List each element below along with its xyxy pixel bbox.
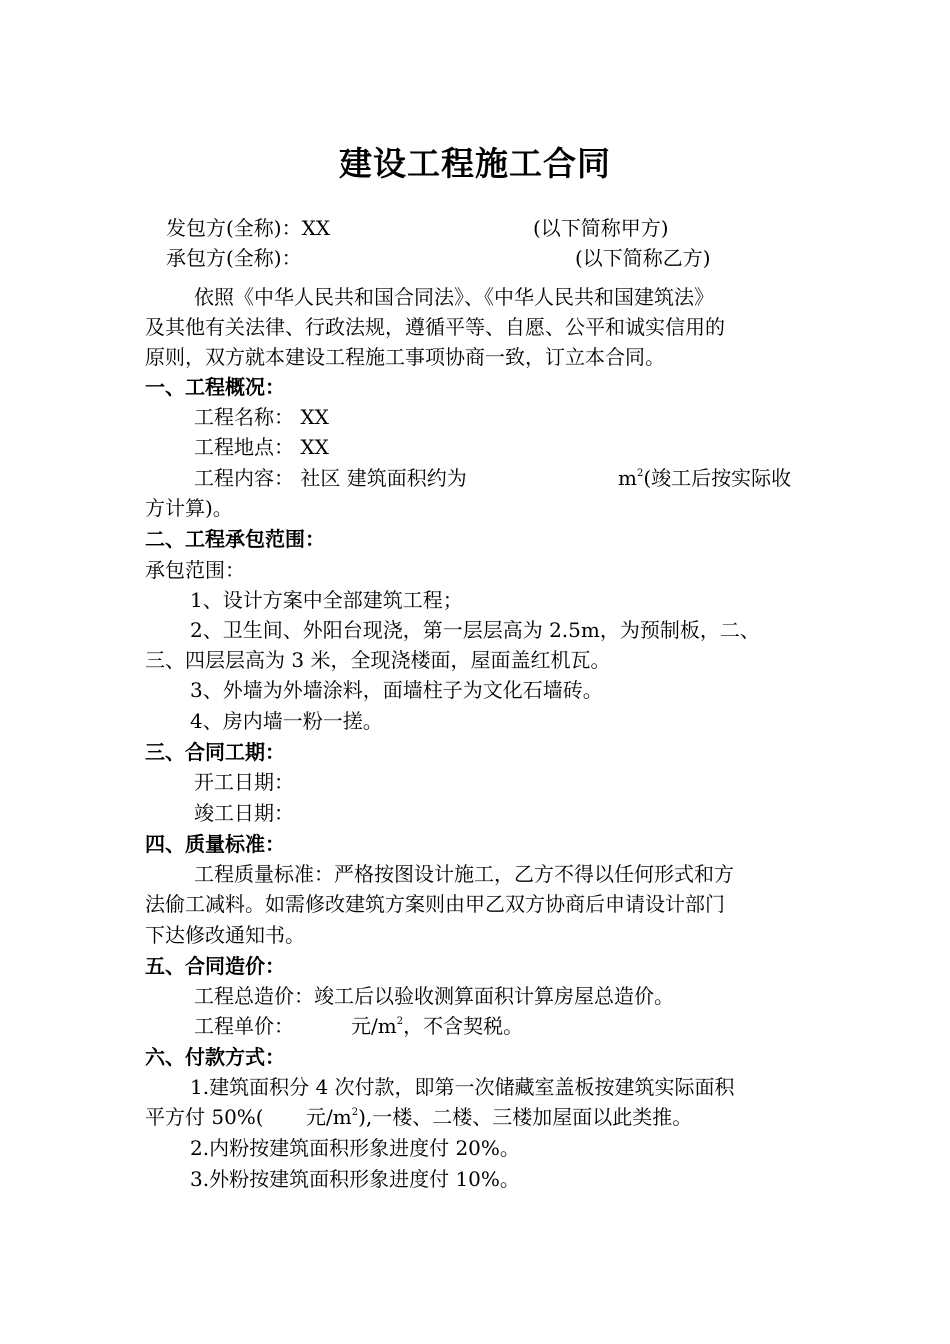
- unit-price-note: ，不含契税。: [403, 1014, 524, 1038]
- unit-price-value: [351, 1011, 523, 1041]
- payment-1-cont-b: [306, 1102, 692, 1132]
- intro-line-1: 依照《中华人民共和国合同法》、《中华人民共和国建筑法》: [194, 285, 714, 309]
- payment-note: ),一楼、二楼、三楼加屋面以此类推。: [358, 1105, 693, 1129]
- party-b-note: (以下简称乙方): [575, 246, 711, 270]
- scope-item-1: 1、设计方案中全部建筑工程；: [190, 588, 463, 612]
- intro-line-3: 原则，双方就本建设工程施工事项协商一致，订立本合同。: [145, 345, 665, 369]
- project-content-cont: 方计算)。: [145, 496, 233, 520]
- section-3-heading: 三、合同工期：: [145, 740, 285, 764]
- quality-line-3: 下达修改通知书。: [145, 923, 305, 947]
- quality-line-1: 工程质量标准：严格按图设计施工，乙方不得以任何形式和方: [194, 862, 734, 886]
- section-6-heading: 六、付款方式：: [145, 1045, 285, 1069]
- scope-item-4: 4、房内墙一粉一搓。: [190, 709, 383, 733]
- party-a-label: 发包方(全称)：XX: [166, 216, 331, 240]
- project-content: 工程内容： 社区 建筑面积约为: [194, 466, 467, 490]
- scope-item-2-cont: 三、四层层高为 3 米，全现浇楼面，屋面盖红机瓦。: [145, 648, 611, 672]
- project-name: 工程名称： XX: [194, 405, 329, 429]
- quality-line-2: 法偷工减料。如需修改建筑方案则由甲乙双方协商后申请设计部门: [145, 892, 725, 916]
- total-price: 工程总造价：竣工后以验收测算面积计算房屋总造价。: [194, 984, 674, 1008]
- start-date: 开工日期：: [194, 770, 294, 794]
- area-unit-sup: 2: [636, 468, 644, 479]
- intro-line-2: 及其他有关法律、行政法规，遵循平等、自愿、公平和诚实信用的: [145, 315, 725, 339]
- section-2-heading: 二、工程承包范围：: [145, 527, 325, 551]
- end-date: 竣工日期：: [194, 801, 294, 825]
- section-1-heading: 一、工程概况：: [145, 375, 285, 399]
- party-a-note: (以下简称甲方): [533, 216, 669, 240]
- payment-2: 2.内粉按建筑面积形象进度付 20%。: [190, 1136, 520, 1160]
- area-unit: m: [618, 466, 637, 490]
- unit-price-unit: 元/m: [351, 1014, 397, 1038]
- payment-1: 1.建筑面积分 4 次付款，即第一次储藏室盖板按建筑实际面积: [190, 1075, 735, 1099]
- unit-price-label: 工程单价：: [194, 1014, 294, 1038]
- project-location: 工程地点： XX: [194, 435, 329, 459]
- payment-unit-sup: 2: [351, 1107, 359, 1118]
- section-4-heading: 四、质量标准：: [145, 832, 285, 856]
- area-note: (竣工后按实际收: [643, 466, 792, 490]
- scope-item-3: 3、外墙为外墙涂料，面墙柱子为文化石墙砖。: [190, 678, 603, 702]
- scope-item-2: 2、卫生间、外阳台现浇，第一层层高为 2.5m，为预制板，二、: [190, 618, 760, 642]
- project-content-area: [618, 463, 791, 493]
- document-title: 建设工程施工合同: [339, 144, 611, 183]
- payment-3: 3.外粉按建筑面积形象进度付 10%。: [190, 1167, 520, 1191]
- party-b-label: 承包方(全称)：: [166, 246, 302, 270]
- payment-1-cont: 平方付 50%(: [145, 1105, 264, 1129]
- unit-price-sup: 2: [396, 1016, 404, 1027]
- payment-unit: 元/m: [306, 1105, 352, 1129]
- section-5-heading: 五、合同造价：: [145, 954, 285, 978]
- scope-label: 承包范围：: [145, 558, 245, 582]
